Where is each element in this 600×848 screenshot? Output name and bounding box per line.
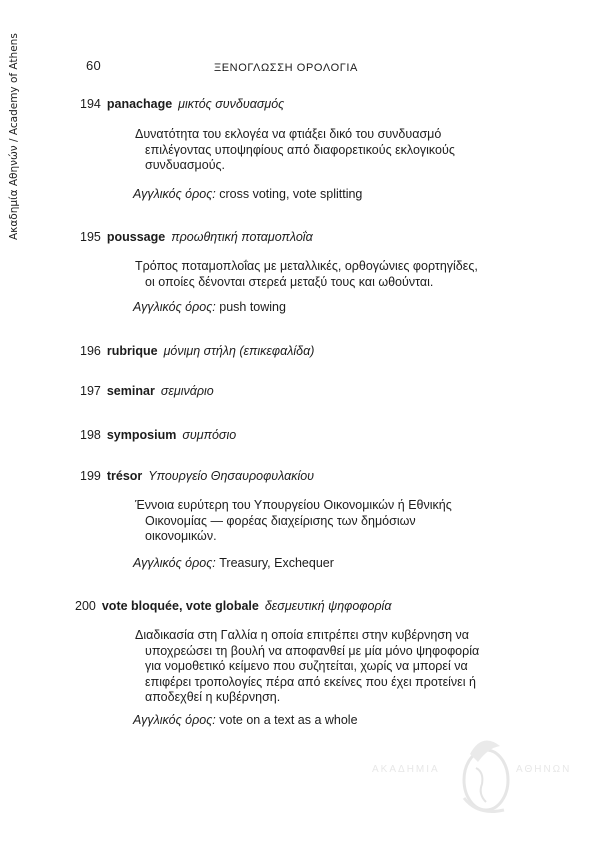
english-term-label: Αγγλικός όρος: xyxy=(133,300,216,314)
definition-line: υποχρεώσει τη βουλή να αποφανθεί με μία μόνο ψηφοφορία xyxy=(145,643,480,658)
entry-gloss: προωθητική ποταμοπλοΐα xyxy=(171,230,313,244)
entry-199-english xyxy=(133,556,334,570)
entry-199-definition xyxy=(135,498,555,545)
entry-194-english xyxy=(133,187,362,201)
watermark-left-text: ΑΚΑΔΗΜΙΑ xyxy=(372,764,440,775)
entry-195-english xyxy=(133,300,286,314)
entry-195-definition xyxy=(135,259,555,290)
english-term: push towing xyxy=(219,300,286,314)
entry-200-head xyxy=(75,599,391,613)
english-term: vote on a text as a whole xyxy=(219,713,358,727)
definition-line: Έννοια ευρύτερη του Υπουργείου Οικονομικών ή Εθνικής xyxy=(135,498,452,512)
entry-term: vote bloquée, vote globale xyxy=(101,599,259,613)
definition-line: Δυνατότητα του εκλογέα να φτιάξει δικό του συνδυασμό xyxy=(135,127,442,141)
definition-line: οικονομικών. xyxy=(145,529,217,543)
entry-term: panachage xyxy=(106,97,173,111)
definition-line: συνδυασμούς. xyxy=(145,158,226,172)
entry-200-definition xyxy=(135,628,555,706)
definition-line: επιφέρει τροπολογίες πέρα από εκείνες που έχει προτείνει ή xyxy=(145,674,476,689)
page-number: 60 xyxy=(86,58,102,73)
entry-number: 198 xyxy=(80,428,101,442)
entry-term: seminar xyxy=(106,384,155,398)
entry-gloss: συμπόσιο xyxy=(182,428,237,442)
running-head: ΞΕΝΟΓΛΩΣΣΗ ΟΡΟΛΟΓΙΑ xyxy=(214,62,358,74)
entry-194-definition xyxy=(135,127,555,174)
english-term: Treasury, Exchequer xyxy=(219,556,334,570)
definition-line: αποδεχθεί η κυβέρνηση. xyxy=(145,690,281,704)
watermark-right-text: ΑΘΗΝΩΝ xyxy=(516,764,572,775)
entry-number: 194 xyxy=(80,97,101,111)
definition-line: επιλέγοντας υποψηφίους από διαφορετικούς εκλογικούς xyxy=(145,142,455,157)
definition-line: για νομοθετικό κείμενο που συζητείται, χωρίς να μπορεί να xyxy=(145,659,468,673)
entry-gloss: σεμινάριο xyxy=(160,384,214,398)
english-term-label: Αγγλικός όρος: xyxy=(133,713,216,727)
definition-line: Διαδικασία στη Γαλλία η οποία επιτρέπει στην κυβέρνηση να xyxy=(135,628,469,642)
entry-number: 199 xyxy=(80,469,101,483)
entry-term: rubrique xyxy=(106,344,158,358)
entry-199-head xyxy=(80,469,314,483)
entry-196-head xyxy=(80,344,314,358)
entry-number: 196 xyxy=(80,344,101,358)
entry-gloss: μόνιμη στήλη (επικεφαλίδα) xyxy=(163,344,315,358)
definition-line: οι οποίες δένονται στερεά μεταξύ τους και ωθούνται. xyxy=(145,274,434,289)
english-term-label: Αγγλικός όρος: xyxy=(133,187,216,201)
english-term: cross voting, vote splitting xyxy=(219,187,363,201)
entry-number: 195 xyxy=(80,230,101,244)
entry-198-head xyxy=(80,428,236,442)
side-label: Ακαδημία Αθηνών / Academy of Athens xyxy=(8,33,20,240)
entry-gloss: δεσμευτική ψηφοφορία xyxy=(264,599,392,613)
entry-gloss: μικτός συνδυασμός xyxy=(178,97,285,111)
entry-term: symposium xyxy=(106,428,177,442)
definition-line: Τρόπος ποταμοπλοΐας με μεταλλικές, ορθογώνιες φορτηγίδες, xyxy=(135,259,478,273)
entry-term: trésor xyxy=(106,469,143,483)
entry-term: poussage xyxy=(106,230,166,244)
entry-200-english xyxy=(133,713,358,727)
entry-195-head xyxy=(80,230,313,244)
entry-197-head xyxy=(80,384,214,398)
entry-number: 200 xyxy=(75,599,96,613)
entry-number: 197 xyxy=(80,384,101,398)
entry-gloss: Υπουργείο Θησαυροφυλακίου xyxy=(148,469,315,483)
academy-watermark xyxy=(368,728,578,818)
athena-head-icon xyxy=(448,728,518,818)
definition-line: Οικονομίας — φορέας διαχείρισης των δημόσιων xyxy=(145,513,416,528)
english-term-label: Αγγλικός όρος: xyxy=(133,556,216,570)
entry-194-head xyxy=(80,97,284,111)
